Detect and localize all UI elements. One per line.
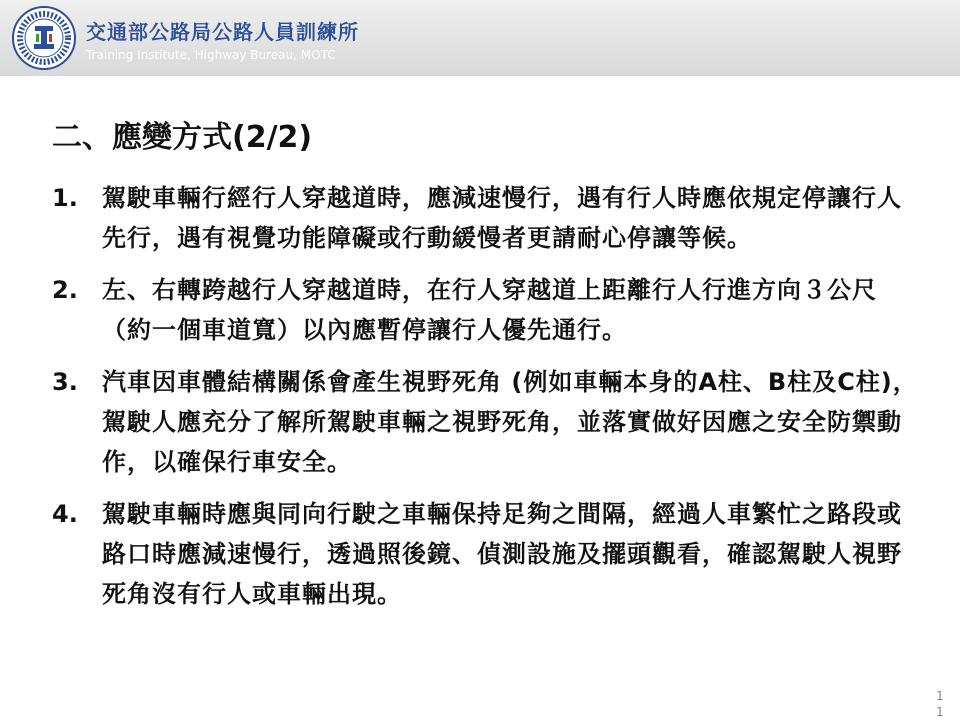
list-item-number: 2. bbox=[52, 276, 78, 304]
list-item bbox=[52, 270, 922, 350]
organization-name-en: Training Institute, Highway Bureau, MOTC bbox=[86, 48, 336, 62]
list-item bbox=[52, 494, 922, 614]
list-item-text: 駕駛車輛行經行人穿越道時，應減速慢行，遇有行人時應依規定停讓行人先行，遇有視覺功能障礙或行動緩慢者更請耐心停讓等候。 bbox=[102, 184, 902, 252]
list-item bbox=[52, 178, 922, 258]
list-item-number: 1. bbox=[52, 184, 78, 212]
header-bar bbox=[0, 0, 960, 76]
list-item-text: 汽車因車體結構關係會產生視野死角 (例如車輛本身的A柱、B柱及C柱)，駕駛人應充分了解所駕駛車輛之視野死角，並落實做好因應之安全防禦動作，以確保行車安全。 bbox=[102, 368, 918, 476]
page-number: 11 bbox=[936, 689, 944, 719]
response-list bbox=[52, 178, 922, 626]
list-item-number: 3. bbox=[52, 368, 78, 396]
list-item-number: 4. bbox=[52, 500, 78, 528]
list-item-text: 左、右轉跨越行人穿越道時，在行人穿越道上距離行人行進方向３公尺（約一個車道寬）以內應暫停讓行人優先通行。 bbox=[102, 276, 877, 344]
institute-logo bbox=[12, 6, 76, 70]
slide-title: 二、應變方式(2/2) bbox=[52, 120, 313, 155]
list-item bbox=[52, 362, 922, 482]
organization-name-cn: 交通部公路局公路人員訓練所 bbox=[86, 20, 359, 44]
list-item-text: 駕駛車輛時應與同向行駛之車輛保持足夠之間隔，經過人車繁忙之路段或路口時應減速慢行，透過照後鏡、偵測設施及擺頭觀看，確認駕駛人視野死角沒有行人或車輛出現。 bbox=[102, 500, 902, 608]
